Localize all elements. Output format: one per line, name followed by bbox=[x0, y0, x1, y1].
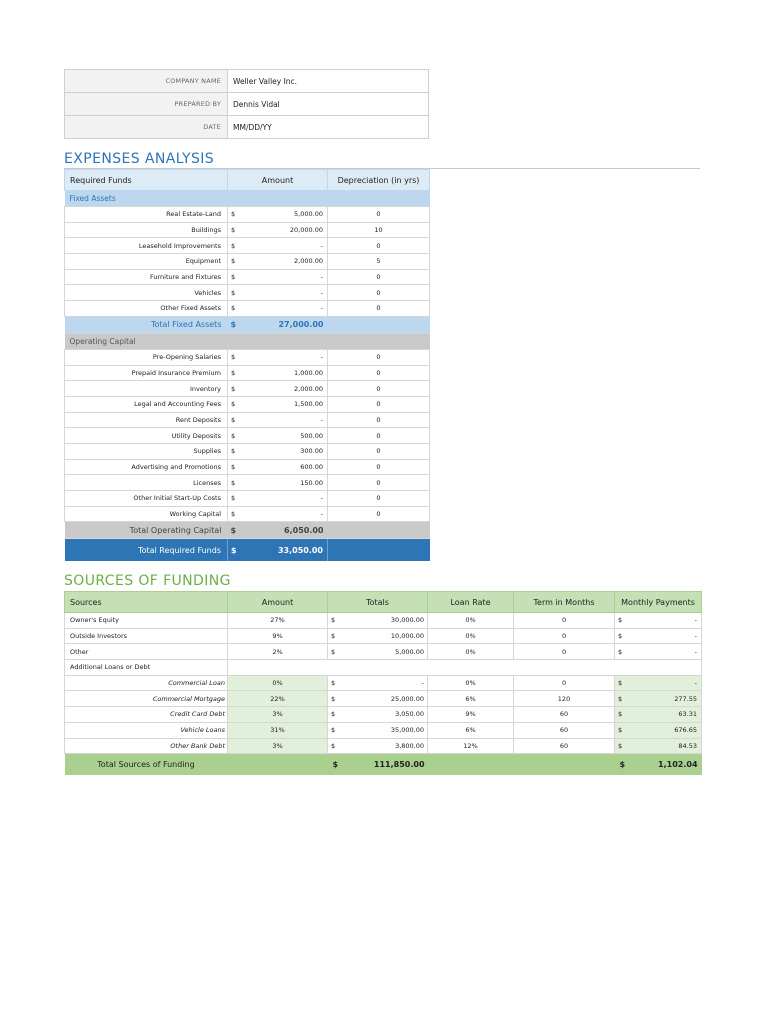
expense-row bbox=[65, 443, 430, 459]
expense-row bbox=[65, 459, 430, 475]
source-loan-rate: 9% bbox=[428, 707, 514, 723]
expense-currency: $ bbox=[228, 222, 242, 238]
source-percent: 22% bbox=[228, 691, 328, 707]
source-term: 120 bbox=[514, 691, 615, 707]
expense-depreciation: 0 bbox=[328, 475, 430, 491]
expense-row bbox=[65, 506, 430, 522]
expense-amount: 500.00 bbox=[242, 428, 328, 444]
expense-currency: $ bbox=[228, 285, 242, 301]
expense-depreciation: 0 bbox=[328, 506, 430, 522]
source-monthly-payment: - bbox=[627, 675, 702, 691]
expense-name: Working Capital bbox=[65, 506, 228, 522]
expense-name: Leasehold Improvements bbox=[65, 238, 228, 254]
company-info-table bbox=[64, 69, 429, 139]
source-monthly-currency: $ bbox=[615, 644, 627, 660]
source-monthly-currency: $ bbox=[615, 722, 627, 738]
sources-header-row bbox=[65, 592, 702, 613]
source-monthly-payment: 84.53 bbox=[627, 738, 702, 754]
expense-name: Legal and Accounting Fees bbox=[65, 396, 228, 412]
expense-depreciation: 0 bbox=[328, 428, 430, 444]
source-name: Commercial Loan bbox=[65, 675, 228, 691]
total-sources-empty bbox=[428, 754, 514, 775]
header-amount: Amount bbox=[228, 170, 328, 191]
total-operating-capital-amount: 6,050.00 bbox=[242, 522, 328, 539]
expense-amount: 5,000.00 bbox=[242, 207, 328, 223]
info-value: MM/DD/YY bbox=[228, 116, 429, 139]
expense-row bbox=[65, 285, 430, 301]
source-currency: $ bbox=[328, 707, 338, 723]
info-label: COMPANY NAME bbox=[65, 70, 228, 93]
expense-row bbox=[65, 491, 430, 507]
source-loan-rate: 6% bbox=[428, 691, 514, 707]
expense-depreciation: 0 bbox=[328, 285, 430, 301]
expense-currency: $ bbox=[228, 459, 242, 475]
expense-name: Utility Deposits bbox=[65, 428, 228, 444]
source-currency: $ bbox=[328, 628, 338, 644]
source-percent: 9% bbox=[228, 628, 328, 644]
info-label: PREPARED BY bbox=[65, 93, 228, 116]
info-value: Dennis Vidal bbox=[228, 93, 429, 116]
expense-depreciation: 0 bbox=[328, 365, 430, 381]
source-loan-rate: 0% bbox=[428, 644, 514, 660]
expense-depreciation: 0 bbox=[328, 381, 430, 397]
total-fixed-assets-empty bbox=[328, 316, 430, 333]
source-currency: $ bbox=[328, 613, 338, 629]
source-monthly-payment: 277.55 bbox=[627, 691, 702, 707]
expense-row bbox=[65, 396, 430, 412]
source-row bbox=[65, 644, 702, 660]
total-operating-capital-label: Total Operating Capital bbox=[65, 522, 228, 539]
source-currency: $ bbox=[328, 722, 338, 738]
expense-row bbox=[65, 238, 430, 254]
expense-amount: - bbox=[242, 491, 328, 507]
source-percent: 3% bbox=[228, 738, 328, 754]
expenses-analysis-title: EXPENSES ANALYSIS bbox=[64, 151, 215, 167]
expense-currency: $ bbox=[228, 506, 242, 522]
expense-currency: $ bbox=[228, 381, 242, 397]
expense-amount: - bbox=[242, 301, 328, 317]
total-sources-currency: $ bbox=[328, 754, 338, 775]
expense-currency: $ bbox=[228, 254, 242, 270]
header-sources: Sources bbox=[65, 592, 228, 613]
expense-name: Supplies bbox=[65, 443, 228, 459]
sources-of-funding-title: SOURCES OF FUNDING bbox=[64, 573, 231, 589]
source-loan-rate: 0% bbox=[428, 613, 514, 629]
expense-name: Rent Deposits bbox=[65, 412, 228, 428]
expense-name: Advertising and Promotions bbox=[65, 459, 228, 475]
total-fixed-assets-amount: 27,000.00 bbox=[242, 316, 328, 333]
expense-row bbox=[65, 475, 430, 491]
source-name: Owner's Equity bbox=[65, 613, 228, 629]
source-row bbox=[65, 613, 702, 629]
expense-amount: 2,000.00 bbox=[242, 381, 328, 397]
expense-row bbox=[65, 254, 430, 270]
header-depreciation: Depreciation (in yrs) bbox=[328, 170, 430, 191]
source-term: 60 bbox=[514, 722, 615, 738]
header-term-in-months: Term in Months bbox=[514, 592, 615, 613]
expense-amount: - bbox=[242, 238, 328, 254]
expense-currency: $ bbox=[228, 428, 242, 444]
source-monthly-currency: $ bbox=[615, 613, 627, 629]
expense-name: Prepaid Insurance Premium bbox=[65, 365, 228, 381]
expense-depreciation: 0 bbox=[328, 396, 430, 412]
expense-name: Inventory bbox=[65, 381, 228, 397]
expense-amount: 20,000.00 bbox=[242, 222, 328, 238]
expense-amount: - bbox=[242, 285, 328, 301]
source-percent: 27% bbox=[228, 613, 328, 629]
source-term: 0 bbox=[514, 675, 615, 691]
expense-depreciation: 0 bbox=[328, 349, 430, 365]
expense-row bbox=[65, 412, 430, 428]
total-sources-amount: 111,850.00 bbox=[338, 754, 428, 775]
source-name: Credit Card Debt bbox=[65, 707, 228, 723]
expense-amount: 1,000.00 bbox=[242, 365, 328, 381]
total-operating-capital-currency: $ bbox=[228, 522, 242, 539]
source-percent: 31% bbox=[228, 722, 328, 738]
info-row bbox=[65, 116, 429, 139]
expense-name: Other Fixed Assets bbox=[65, 301, 228, 317]
expense-name: Furniture and Fixtures bbox=[65, 269, 228, 285]
expense-name: Licenses bbox=[65, 475, 228, 491]
additional-loans-label: Additional Loans or Debt bbox=[65, 660, 228, 676]
source-monthly-payment: 63.31 bbox=[627, 707, 702, 723]
total-required-funds-currency: $ bbox=[228, 539, 242, 561]
source-currency: $ bbox=[328, 644, 338, 660]
total-monthly-payments: 1,102.04 bbox=[627, 754, 702, 775]
expense-depreciation: 0 bbox=[328, 443, 430, 459]
expense-depreciation: 0 bbox=[328, 301, 430, 317]
expense-amount: 150.00 bbox=[242, 475, 328, 491]
expense-name: Vehicles bbox=[65, 285, 228, 301]
expense-currency: $ bbox=[228, 396, 242, 412]
header-required-funds: Required Funds bbox=[65, 170, 228, 191]
source-row bbox=[65, 722, 702, 738]
expense-depreciation: 0 bbox=[328, 459, 430, 475]
source-term: 0 bbox=[514, 628, 615, 644]
expense-currency: $ bbox=[228, 207, 242, 223]
total-required-funds bbox=[65, 539, 430, 561]
source-monthly-currency: $ bbox=[615, 628, 627, 644]
expense-row bbox=[65, 207, 430, 223]
expense-name: Buildings bbox=[65, 222, 228, 238]
source-row bbox=[65, 628, 702, 644]
expense-depreciation: 0 bbox=[328, 238, 430, 254]
total-fixed-assets-currency: $ bbox=[228, 316, 242, 333]
total-sources-row bbox=[65, 754, 702, 775]
operating-capital-group bbox=[65, 333, 430, 349]
source-monthly-payment: - bbox=[627, 644, 702, 660]
info-row bbox=[65, 93, 429, 116]
expense-currency: $ bbox=[228, 475, 242, 491]
source-currency: $ bbox=[328, 738, 338, 754]
source-monthly-currency: $ bbox=[615, 675, 627, 691]
expense-depreciation: 0 bbox=[328, 207, 430, 223]
header-totals: Totals bbox=[328, 592, 428, 613]
expense-depreciation: 0 bbox=[328, 269, 430, 285]
expense-currency: $ bbox=[228, 269, 242, 285]
expense-row bbox=[65, 349, 430, 365]
expense-currency: $ bbox=[228, 238, 242, 254]
expense-currency: $ bbox=[228, 491, 242, 507]
expense-currency: $ bbox=[228, 443, 242, 459]
source-name: Other bbox=[65, 644, 228, 660]
total-sources-empty bbox=[228, 754, 328, 775]
expenses-header-row bbox=[65, 170, 430, 191]
source-total: 10,000.00 bbox=[338, 628, 428, 644]
expense-row bbox=[65, 222, 430, 238]
source-total: - bbox=[338, 675, 428, 691]
sources-table bbox=[64, 591, 702, 775]
additional-loans-empty bbox=[228, 660, 702, 676]
source-loan-rate: 0% bbox=[428, 628, 514, 644]
source-monthly-currency: $ bbox=[615, 691, 627, 707]
total-required-funds-empty bbox=[328, 539, 430, 561]
expense-currency: $ bbox=[228, 301, 242, 317]
expense-amount: - bbox=[242, 506, 328, 522]
expense-row bbox=[65, 428, 430, 444]
header-monthly-payments: Monthly Payments bbox=[615, 592, 702, 613]
source-total: 30,000.00 bbox=[338, 613, 428, 629]
source-loan-rate: 0% bbox=[428, 675, 514, 691]
header-amount: Amount bbox=[228, 592, 328, 613]
header-loan-rate: Loan Rate bbox=[428, 592, 514, 613]
expense-depreciation: 10 bbox=[328, 222, 430, 238]
expense-amount: - bbox=[242, 412, 328, 428]
fixed-assets-group-label: Fixed Assets bbox=[65, 191, 430, 207]
source-term: 0 bbox=[514, 644, 615, 660]
total-required-funds-amount: 33,050.00 bbox=[242, 539, 328, 561]
expense-amount: 600.00 bbox=[242, 459, 328, 475]
source-currency: $ bbox=[328, 691, 338, 707]
source-total: 3,800.00 bbox=[338, 738, 428, 754]
info-value: Weller Valley Inc. bbox=[228, 70, 429, 93]
expenses-table bbox=[64, 169, 430, 561]
source-currency: $ bbox=[328, 675, 338, 691]
operating-capital-group-label: Operating Capital bbox=[65, 333, 430, 349]
source-percent: 2% bbox=[228, 644, 328, 660]
additional-loans-row bbox=[65, 660, 702, 676]
total-sources-empty bbox=[514, 754, 615, 775]
expense-name: Pre-Opening Salaries bbox=[65, 349, 228, 365]
source-name: Outside Investors bbox=[65, 628, 228, 644]
total-operating-capital bbox=[65, 522, 430, 539]
expense-amount: - bbox=[242, 269, 328, 285]
total-monthly-currency: $ bbox=[615, 754, 627, 775]
source-name: Commercial Mortgage bbox=[65, 691, 228, 707]
total-sources-label: Total Sources of Funding bbox=[65, 754, 228, 775]
expense-name: Equipment bbox=[65, 254, 228, 270]
source-monthly-currency: $ bbox=[615, 738, 627, 754]
total-required-funds-label: Total Required Funds bbox=[65, 539, 228, 561]
expense-name: Real Estate-Land bbox=[65, 207, 228, 223]
expense-row bbox=[65, 365, 430, 381]
source-row bbox=[65, 675, 702, 691]
total-fixed-assets-label: Total Fixed Assets bbox=[65, 316, 228, 333]
source-name: Vehicle Loans bbox=[65, 722, 228, 738]
info-label: DATE bbox=[65, 116, 228, 139]
source-total: 3,050.00 bbox=[338, 707, 428, 723]
source-total: 25,000.00 bbox=[338, 691, 428, 707]
source-monthly-payment: - bbox=[627, 613, 702, 629]
source-row bbox=[65, 707, 702, 723]
source-monthly-currency: $ bbox=[615, 707, 627, 723]
expense-depreciation: 5 bbox=[328, 254, 430, 270]
fixed-assets-group bbox=[65, 191, 430, 207]
source-term: 0 bbox=[514, 613, 615, 629]
source-name: Other Bank Debt bbox=[65, 738, 228, 754]
expense-row bbox=[65, 381, 430, 397]
expense-name: Other Initial Start-Up Costs bbox=[65, 491, 228, 507]
expense-currency: $ bbox=[228, 365, 242, 381]
source-loan-rate: 12% bbox=[428, 738, 514, 754]
source-total: 5,000.00 bbox=[338, 644, 428, 660]
expense-amount: 300.00 bbox=[242, 443, 328, 459]
expense-depreciation: 0 bbox=[328, 491, 430, 507]
source-monthly-payment: 676.65 bbox=[627, 722, 702, 738]
source-percent: 0% bbox=[228, 675, 328, 691]
source-total: 35,000.00 bbox=[338, 722, 428, 738]
source-term: 60 bbox=[514, 738, 615, 754]
source-monthly-payment: - bbox=[627, 628, 702, 644]
source-row bbox=[65, 738, 702, 754]
expense-depreciation: 0 bbox=[328, 412, 430, 428]
expense-amount: 2,000.00 bbox=[242, 254, 328, 270]
total-fixed-assets bbox=[65, 316, 430, 333]
expense-amount: 1,500.00 bbox=[242, 396, 328, 412]
expense-currency: $ bbox=[228, 412, 242, 428]
total-operating-capital-empty bbox=[328, 522, 430, 539]
source-term: 60 bbox=[514, 707, 615, 723]
source-percent: 3% bbox=[228, 707, 328, 723]
expense-amount: - bbox=[242, 349, 328, 365]
source-row bbox=[65, 691, 702, 707]
expense-row bbox=[65, 269, 430, 285]
expense-currency: $ bbox=[228, 349, 242, 365]
info-row bbox=[65, 70, 429, 93]
expense-row bbox=[65, 301, 430, 317]
source-loan-rate: 6% bbox=[428, 722, 514, 738]
